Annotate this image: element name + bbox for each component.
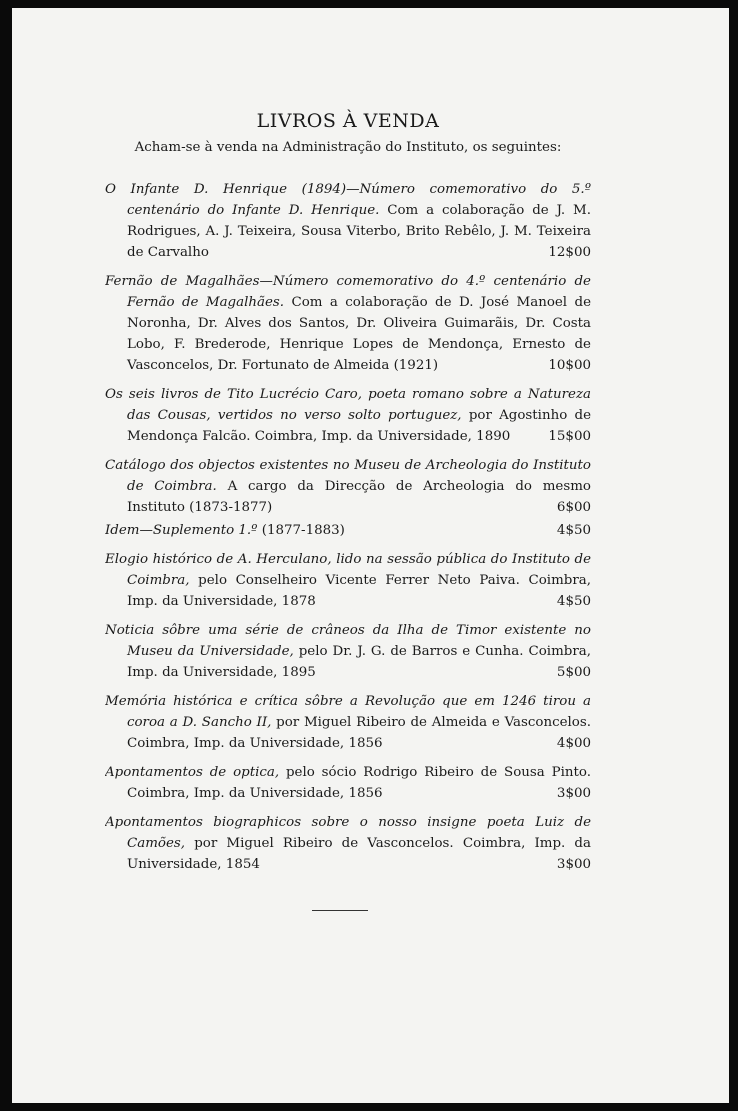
book-title: O Infante D. Henrique (1894)—Número comemorativo do 5.º centenário do Infante D. Henrique. (105, 182, 591, 218)
book-price: 12$00 (548, 245, 591, 260)
page-title: LIVROS À VENDA (256, 110, 440, 132)
book-title: Memória histórica e crítica sôbre a Revolução que em 1246 tirou a coroa a D. Sancho II, (105, 694, 591, 730)
book-description: pelo sócio Rodrigo Ribeiro de Sousa Pinto. Coimbra, Imp. da Universidade, 1856 (127, 765, 591, 801)
book-entry (105, 549, 591, 612)
book-price: 10$00 (548, 358, 591, 373)
book-price: 3$00 (556, 857, 591, 872)
book-entry (105, 620, 591, 683)
book-entry (105, 691, 591, 754)
book-description: (1877-1883) (257, 523, 345, 538)
book-entry (105, 455, 591, 518)
book-title: Apontamentos de optica, (105, 765, 280, 780)
book-title: Fernão de Magalhães—Número comemorativo do 4.º centenário de Fernão de Magalhães. (105, 274, 591, 310)
book-description: por Miguel Ribeiro de Vasconcelos. Coimbra, Imp. da Universidade, 1854 (127, 836, 591, 872)
book-title: Noticia sôbre uma série de crâneos da Ilha de Timor existente no Museu da Universidade, (105, 623, 591, 659)
intro-text: Acham-se à venda na Administração do Instituto, os seguintes: (134, 140, 562, 155)
book-title: Idem—Suplemento 1.º (105, 523, 258, 538)
book-description: por Agostinho de Mendonça Falcão. Coimbra, Imp. da Universidade, 1890 (127, 408, 591, 444)
book-price: 3$00 (556, 786, 591, 801)
book-price: 6$00 (556, 500, 591, 515)
book-description: Com a colaboração de J. M. Rodrigues, A. J. Teixeira, Sousa Viterbo, Brito Rebêlo, J. M. Teixeira de Carvalho (127, 203, 591, 260)
book-entry (105, 812, 591, 875)
book-description: pelo Dr. J. G. de Barros e Cunha. Coimbra, Imp. da Universidade, 1895 (127, 644, 591, 680)
closing-rule (312, 910, 368, 911)
book-price: 4$50 (556, 594, 591, 609)
book-entry (105, 179, 591, 263)
page-content (105, 110, 591, 883)
book-price: 4$00 (556, 736, 591, 751)
book-entry (105, 520, 591, 541)
book-page (12, 8, 729, 1103)
book-entry (105, 384, 591, 447)
book-description: Com a colaboração de D. José Manoel de Noronha, Dr. Alves dos Santos, Dr. Oliveira Guimarãis, Dr. Costa Lobo, F. Brederode, Henrique Lopes de Mendonça, Ernesto de Vasconcelos, Dr. Fortunato de Almeida (1921) (127, 295, 591, 373)
book-price: 5$00 (556, 665, 591, 680)
book-title: Catálogo dos objectos existentes no Museu de Archeologia do Instituto de Coimbra. (105, 458, 591, 494)
book-description: por Miguel Ribeiro de Almeida e Vasconcelos. Coimbra, Imp. da Universidade, 1856 (127, 715, 591, 751)
book-entry (105, 762, 591, 804)
book-title: Os seis livros de Tito Lucrécio Caro, poeta romano sobre a Natureza das Cousas, vertidos no verso solto portuguez, (105, 387, 591, 423)
book-description: pelo Conselheiro Vicente Ferrer Neto Paiva. Coimbra, Imp. da Universidade, 1878 (127, 573, 591, 609)
book-price: 4$50 (556, 523, 591, 538)
book-price: 15$00 (548, 429, 591, 444)
book-title: Apontamentos biographicos sobre o nosso insigne poeta Luiz de Camões, (105, 815, 591, 851)
book-entry (105, 271, 591, 376)
book-title: Elogio histórico de A. Herculano, lido na sessão pública do Instituto de Coimbra, (105, 552, 591, 588)
book-description: A cargo da Direcção de Archeologia do mesmo Instituto (1873-1877) (127, 479, 591, 515)
